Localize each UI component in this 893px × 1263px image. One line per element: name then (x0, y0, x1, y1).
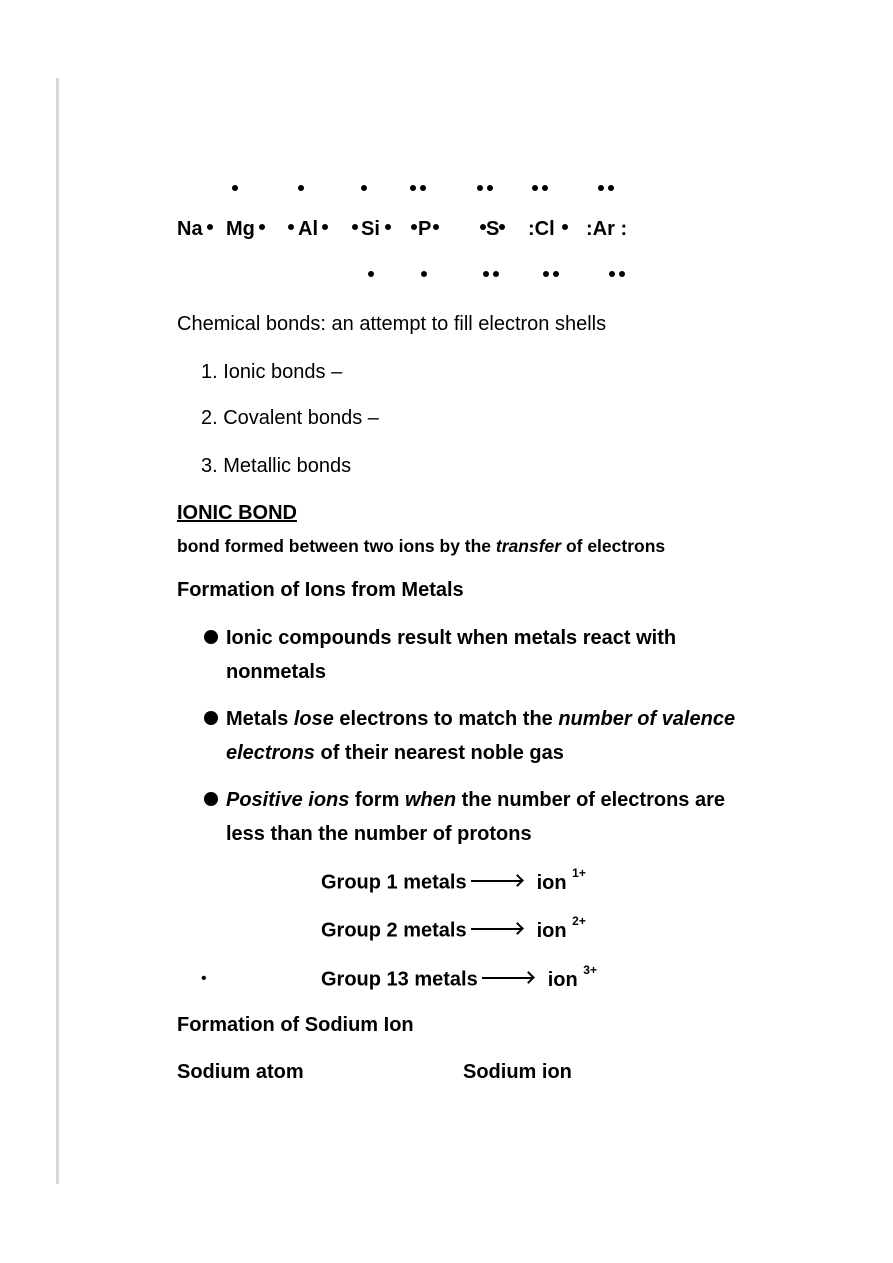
ion-charge: 2+ (572, 914, 586, 928)
ionic-bond-definition (177, 536, 665, 557)
ion-charge: 1+ (572, 866, 586, 880)
bullet-icon (204, 711, 218, 725)
lewis-dot (553, 271, 559, 277)
group-label: Group 2 metals (321, 919, 467, 942)
group-row-1 (321, 866, 586, 895)
lewis-dot (543, 271, 549, 277)
lewis-dot (322, 224, 328, 230)
bullet-text-positive-ions (226, 783, 746, 851)
ionic-bond-title: IONIC BOND (177, 502, 297, 524)
lewis-dot (288, 224, 294, 230)
bullet-text-ionic-compounds: Ionic compounds result when metals react with nonmetals (226, 627, 677, 683)
lewis-dot (232, 185, 238, 191)
lewis-symbol-ar: :Ar : (586, 218, 628, 240)
definition-text: of electrons (561, 536, 666, 556)
lewis-dot (410, 185, 416, 191)
ion-label: ion (536, 919, 567, 942)
lewis-dot (619, 271, 625, 277)
lewis-dot (298, 185, 304, 191)
lewis-dot (352, 224, 358, 230)
lewis-dot (487, 185, 493, 191)
arrow-right-icon (471, 928, 521, 930)
ion-charge: 3+ (583, 963, 597, 977)
lewis-dot (562, 224, 568, 230)
ion-label: ion (536, 871, 567, 894)
lewis-dot (532, 185, 538, 191)
bullet-fragment: electrons to match the (333, 708, 559, 730)
definition-emphasis: transfer (495, 536, 562, 556)
list-item-covalent: 2. Covalent bonds – (201, 407, 379, 429)
lewis-symbol-cl: :Cl (528, 218, 555, 240)
lewis-dot (609, 271, 615, 277)
lewis-dot (499, 224, 505, 230)
bullet-fragment: Metals (226, 708, 294, 730)
page-margin-line (56, 78, 59, 1184)
lewis-dot (411, 224, 417, 230)
sodium-heading: Formation of Sodium Ion (177, 1014, 414, 1036)
section-heading-chemical-bonds: Chemical bonds: an attempt to fill electron shells (177, 313, 607, 335)
bullet-fragment: form (349, 789, 405, 811)
definition-text: bond formed between two ions by the (177, 536, 496, 556)
lewis-dot (542, 185, 548, 191)
bullet-icon (204, 792, 218, 806)
lewis-dot (608, 185, 614, 191)
lewis-symbol-p: P (418, 218, 432, 240)
lewis-dot (207, 224, 213, 230)
bullet-icon (204, 630, 218, 644)
lewis-dot (420, 185, 426, 191)
lewis-symbol-al: Al (298, 218, 318, 240)
lewis-dot (483, 271, 489, 277)
bullet-fragment: the number of electrons are less than the number of protons (226, 789, 726, 845)
bullet-emphasis: Positive ions (226, 789, 350, 811)
bullet-emphasis: when (404, 789, 457, 811)
metals-heading: Formation of Ions from Metals (177, 579, 464, 601)
bullet-fragment: of their nearest noble gas (314, 742, 564, 764)
group-label: Group 13 metals (321, 968, 478, 991)
lewis-symbol-mg: Mg (226, 218, 255, 240)
arrow-right-icon (471, 880, 521, 882)
arrow-right-icon (482, 977, 532, 979)
bullet-text-metals-lose (226, 702, 746, 770)
group-row-13 (321, 963, 597, 992)
lewis-symbol-si: Si (361, 218, 380, 240)
lewis-dot (361, 185, 367, 191)
lewis-dot (385, 224, 391, 230)
small-bullet-icon: • (201, 970, 207, 987)
group-label: Group 1 metals (321, 871, 467, 894)
lewis-dot (421, 271, 427, 277)
lewis-dot (259, 224, 265, 230)
list-item-metallic: 3. Metallic bonds (201, 455, 352, 477)
ion-label: ion (547, 968, 578, 991)
lewis-dot (433, 224, 439, 230)
bullet-emphasis: lose (293, 708, 334, 730)
lewis-symbol-s: S (486, 218, 500, 240)
group-row-2 (321, 914, 586, 943)
sodium-atom-label: Sodium atom (177, 1061, 304, 1083)
lewis-dot (598, 185, 604, 191)
bullet-emphasis: number of valence electrons (226, 708, 736, 764)
lewis-dot (368, 271, 374, 277)
lewis-dot (493, 271, 499, 277)
sodium-ion-label: Sodium ion (463, 1061, 572, 1083)
list-item-ionic: 1. Ionic bonds – (201, 361, 343, 383)
lewis-symbol-na: Na (177, 218, 203, 240)
lewis-dot (477, 185, 483, 191)
